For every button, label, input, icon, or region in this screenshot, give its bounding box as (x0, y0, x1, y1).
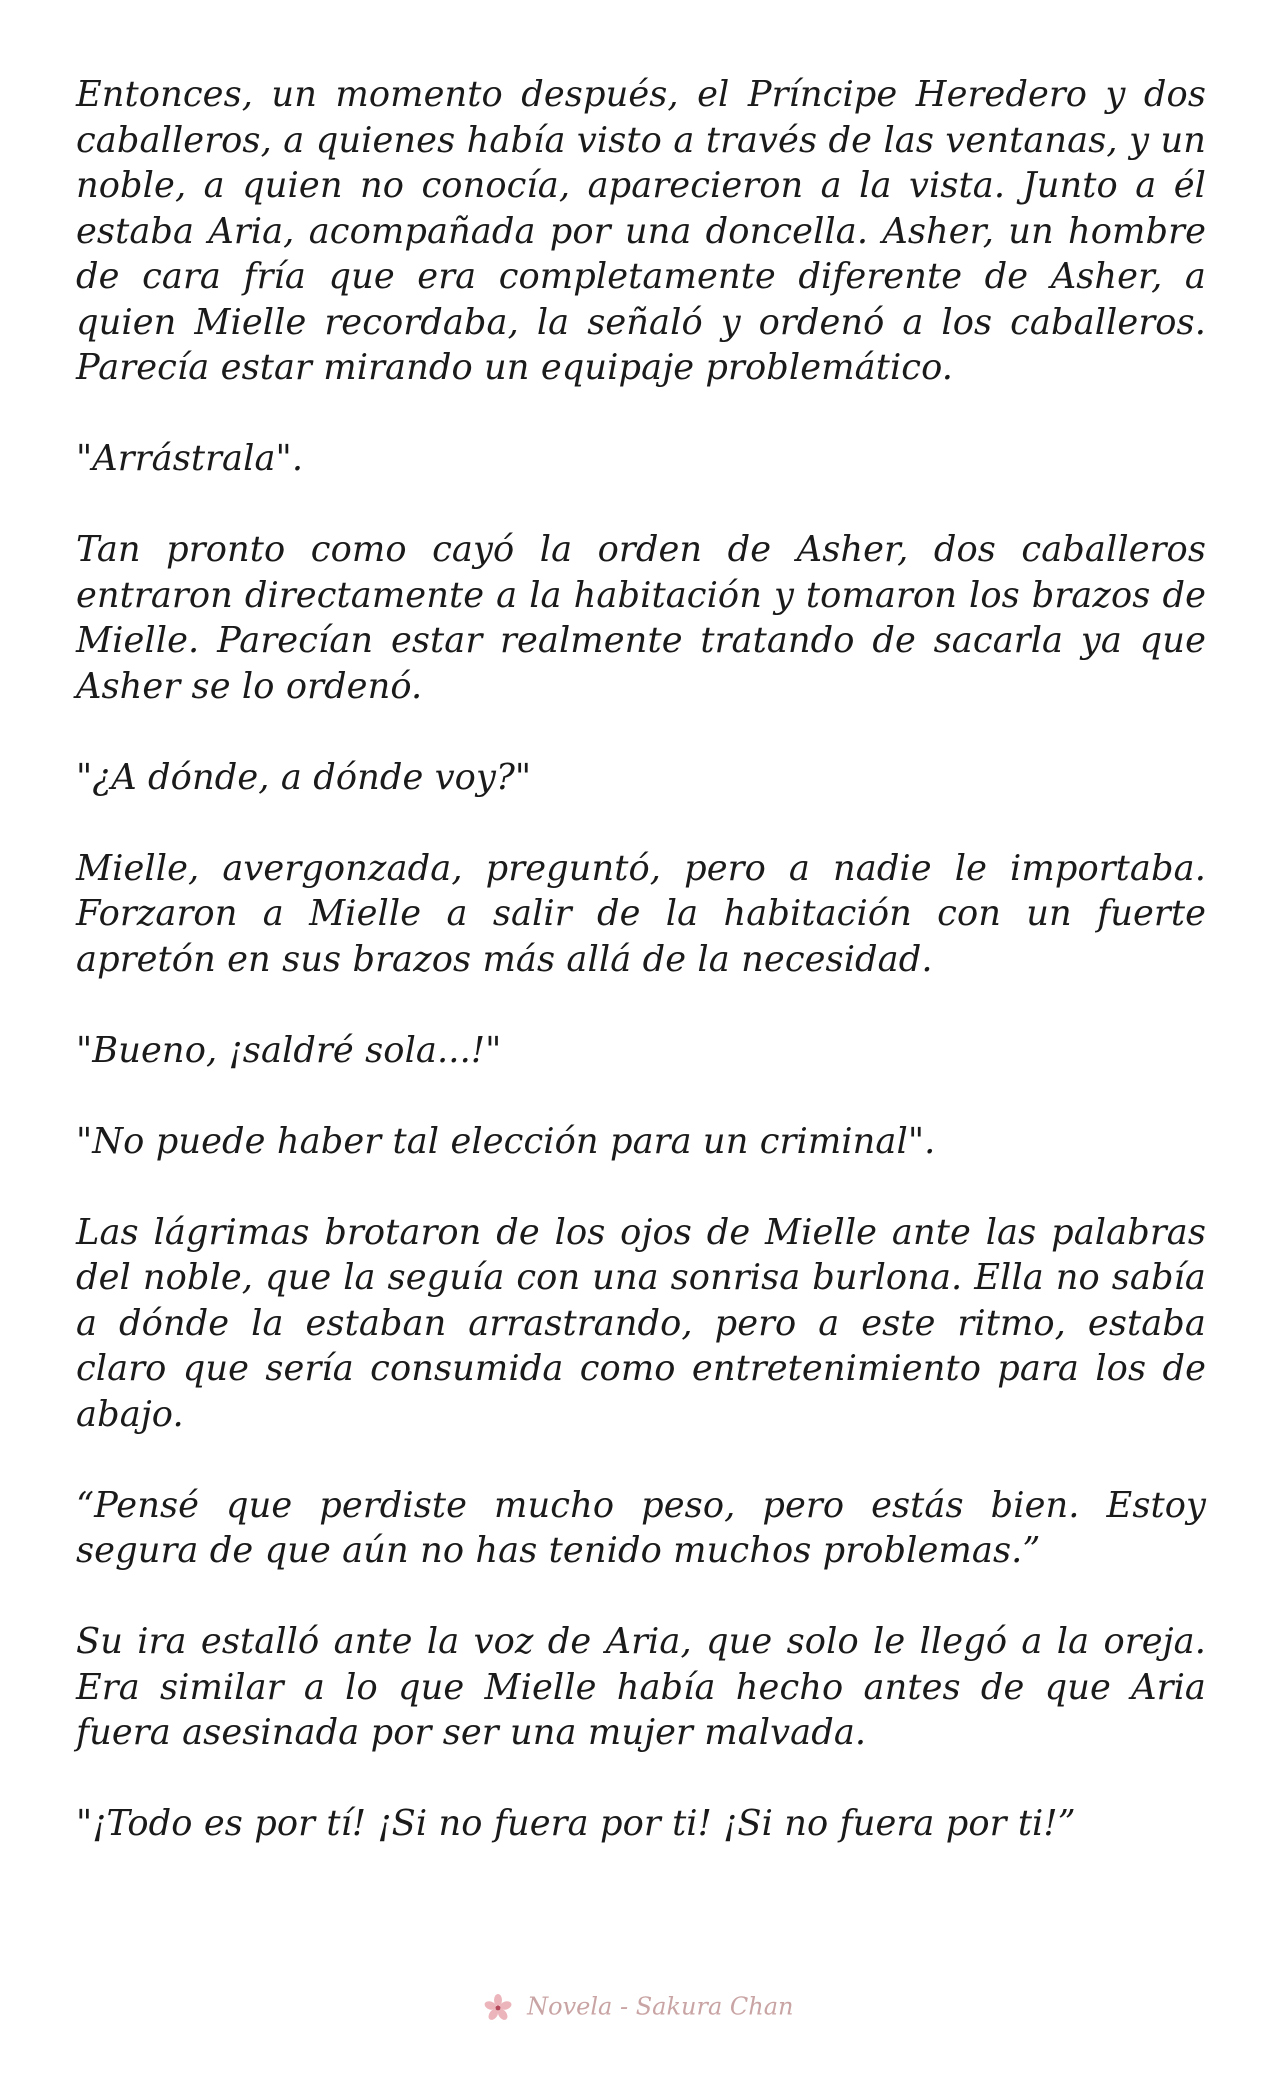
chapter-text (76, 72, 1206, 1892)
paragraph: "No puede haber tal elección para un criminal". (76, 1120, 936, 1162)
paragraph: Tan pronto como cayó la orden de Asher, dos caballeros entraron directamente a la habitación y tomaron los brazos de Mielle. Parecían estar realmente tratando de sacarla ya que Asher se lo ordenó. (76, 529, 1206, 707)
sakura-flower-icon (482, 1992, 514, 2024)
paragraph: “Pensé que perdiste mucho peso, pero estás bien. Estoy segura de que aún no has tenido muchos problemas.” (76, 1484, 1206, 1571)
paragraph: Su ira estalló ante la voz de Aria, que solo le llegó a la oreja. Era similar a lo que Mielle había hecho antes de que Aria fuera asesinada por ser una mujer malvada. (76, 1621, 1206, 1753)
paragraph: "¿A dónde, a dónde voy?" (76, 756, 532, 798)
watermark-text: Novela - Sakura Chan (527, 1992, 794, 2021)
paragraph: "¡Todo es por tí! ¡Si no fuera por ti! ¡Si no fuera por ti!” (76, 1803, 1076, 1844)
watermark (0, 1992, 1275, 2024)
paragraph: Las lágrimas brotaron de los ojos de Mielle ante las palabras del noble, que la seguía con una sonrisa burlona. Ella no sabía a dónde la estaban arrastrando, pero a este ritmo, estaba claro que sería consumida como entretenimiento para los de abajo. (76, 1211, 1206, 1435)
paragraph: Entonces, un momento después, el Príncipe Heredero y dos caballeros, a quienes había visto a través de las ventanas, y un noble, a quien no conocía, aparecieron a la vista. Junto a él estaba Aria, acompañada por una doncella. Asher, un hombre de cara fría que era completamente diferente de Asher, a quien Mielle recordaba, la señaló y ordenó a los caballeros. Parecía estar mirando un equipaje problemático. (76, 74, 1206, 388)
paragraph: Mielle, avergonzada, preguntó, pero a nadie le importaba. Forzaron a Mielle a salir de la habitación con un fuerte apretón en sus brazos más allá de la necesidad. (76, 847, 1206, 980)
paragraph: "Bueno, ¡saldré sola...!" (76, 1029, 502, 1071)
paragraph: "Arrástrala". (76, 438, 304, 479)
